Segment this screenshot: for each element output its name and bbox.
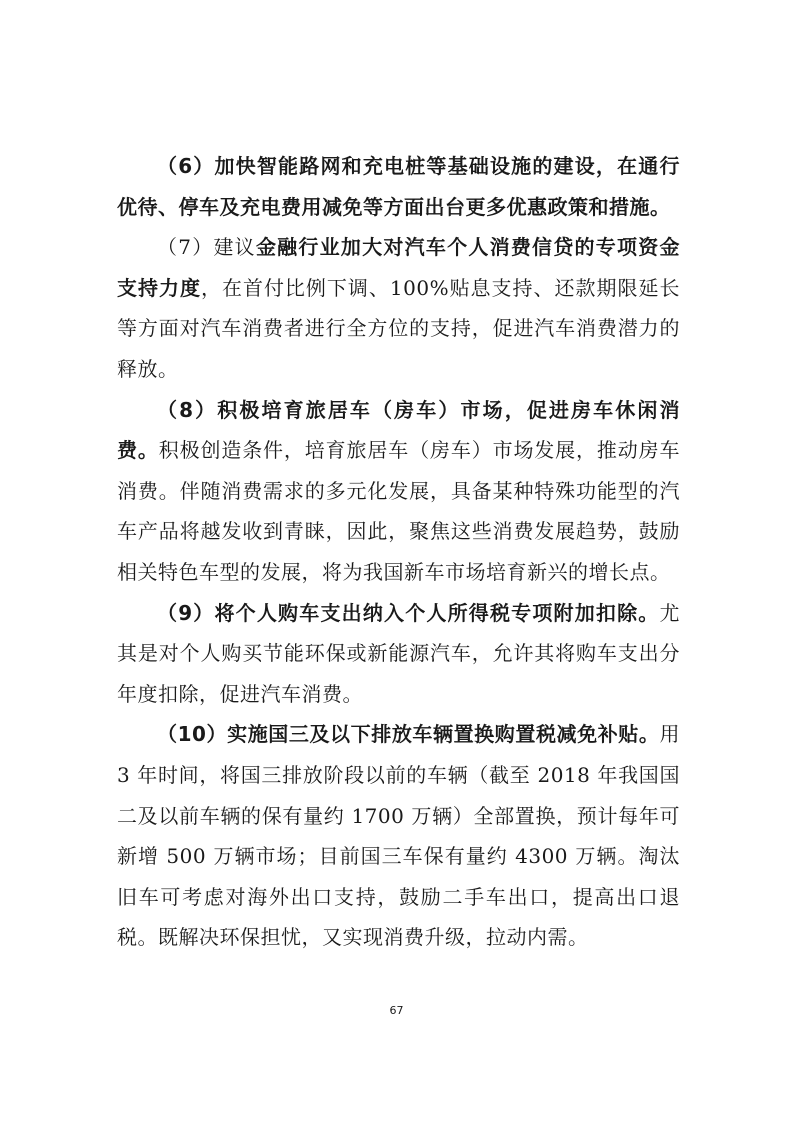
paragraph-item-8: [117, 390, 680, 593]
paragraph-normal-text: 尤其是对个人购买节能环保或新能源汽车，允许其将购车支出分年度扣除，促进汽车消费。: [117, 600, 680, 706]
paragraph-prefix-text: （7）建议: [157, 235, 256, 260]
paragraph-normal-text: 积极创造条件，培育旅居车（房车）市场发展，推动房车消费。伴随消费需求的多元化发展，具备某种特殊功能型的汽车产品将越发收到青睐，因此，聚焦这些消费发展趋势，鼓励相关特色车型的发展，将为我国新车市场培育新兴的增长点。: [117, 438, 681, 584]
paragraph-normal-text: ，在首付比例下调、100%贴息支持、还款期限延长等方面对汽车消费者进行全方位的支持，促进汽车消费潜力的释放。: [117, 275, 680, 381]
paragraph-bold-text: （10）实施国三及以下排放车辆置换购置税减免补贴。: [157, 722, 660, 747]
paragraph-item-9: [117, 593, 680, 715]
paragraph-normal-text: 用 3 年时间，将国三排放阶段以前的车辆（截至 2018 年我国国二及以前车辆的保有量约 1700 万辆）全部置换，预计每年可新增 500 万辆市场；目前国三车保有量约 4300 万辆。淘汰旧车可考虑对海外出口支持，鼓励二手车出口，提高出口退税。既解决环保担忧，又实现消费升级，拉动内需。: [117, 722, 680, 950]
paragraph-item-7: [117, 227, 680, 389]
paragraph-bold-text: （6）加快智能路网和充电桩等基础设施的建设，在通行优待、停车及充电费用减免等方面出台更多优惠政策和措施。: [117, 154, 680, 219]
document-body: [117, 146, 680, 958]
paragraph-bold-text: （9）将个人购车支出纳入个人所得税专项附加扣除。: [157, 600, 660, 625]
paragraph-bold-text: （8）积极培育旅居车（房车）市场，促进房车休闲消费。: [117, 397, 680, 463]
paragraph-item-10: [117, 714, 680, 958]
paragraph-item-6: [117, 146, 680, 227]
page-number: 67: [389, 1004, 404, 1017]
paragraph-bold-text: 金融行业加大对汽车个人消费信贷的专项资金支持力度: [117, 235, 681, 300]
